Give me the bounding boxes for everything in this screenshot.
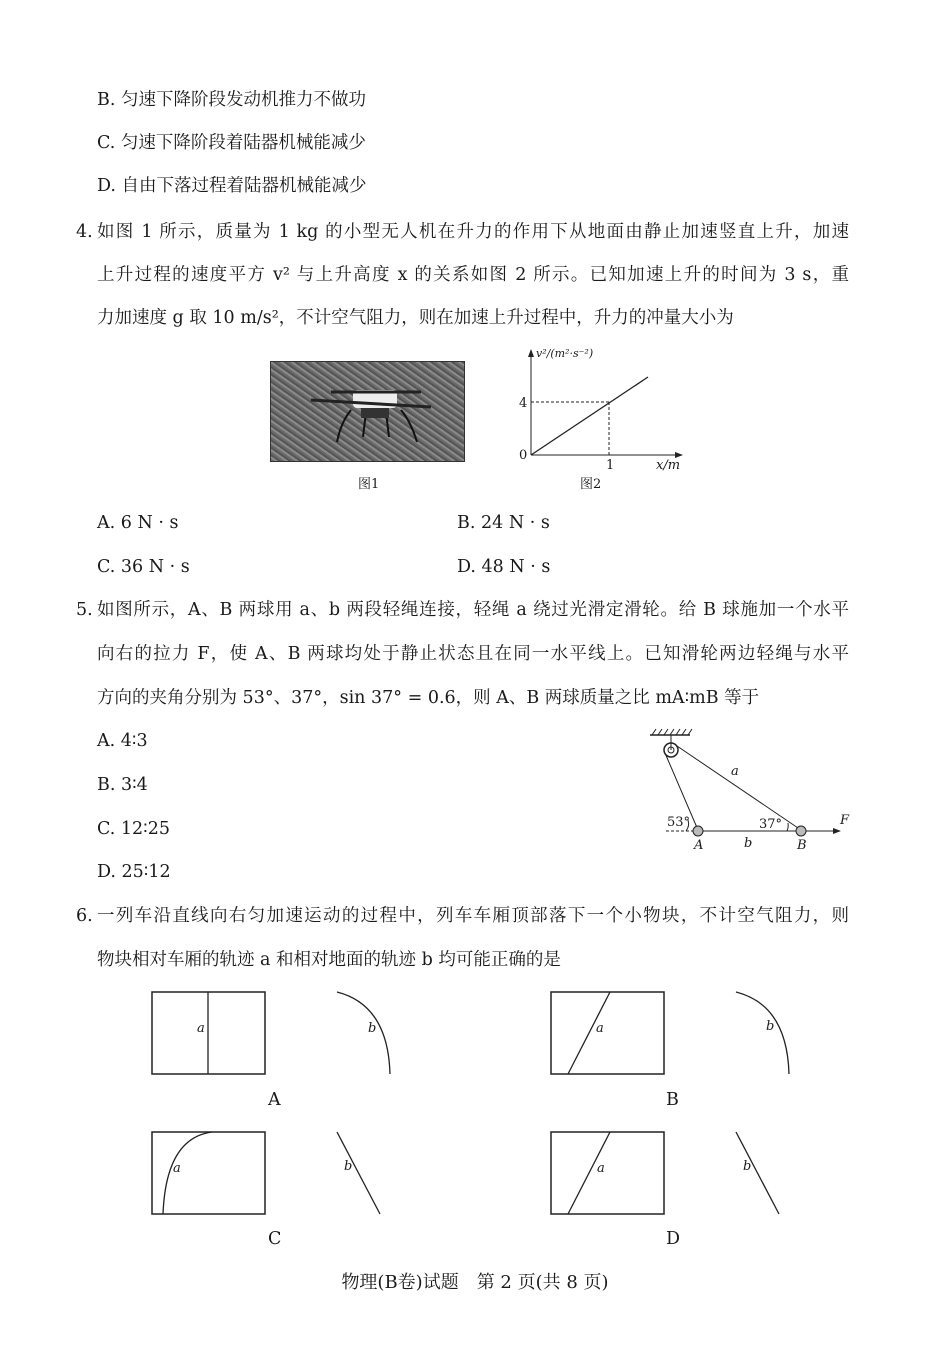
- q4-option-b: B. 24 N · s: [457, 513, 550, 533]
- y-tick-4: 4: [519, 396, 528, 411]
- traj-b-label: b: [766, 1019, 775, 1034]
- q3-option-b: B. 匀速下降阶段发动机推力不做功: [97, 90, 366, 110]
- page-footer: 物理(B卷)试题 第 2 页(共 8 页): [341, 1272, 609, 1293]
- q6-line: 一列车沿直线向右匀加速运动的过程中，列车车厢顶部落下一个小物块，不计空气阻力，则: [97, 906, 849, 926]
- x-tick-1: 1: [606, 458, 615, 473]
- x-axis-label: x/m: [656, 458, 681, 473]
- option-c-figure: [150, 1130, 400, 1220]
- q6-line: 物块相对车厢的轨迹 a 和相对地面的轨迹 b 均可能正确的是: [97, 950, 561, 970]
- traj-b-label: b: [743, 1159, 752, 1174]
- option-b-figure: [549, 990, 799, 1080]
- traj-a-label: a: [597, 1161, 605, 1176]
- q5-line: 如图所示，A、B 两球用 a、b 两段轻绳连接，轻绳 a 绕过光滑定滑轮。给 B 球施加一个水平: [97, 600, 849, 620]
- option-d-figure: [549, 1130, 799, 1220]
- rope-a-label: a: [731, 764, 739, 779]
- drone-photo: [270, 361, 465, 462]
- q5-option-b: B. 3∶4: [97, 775, 148, 795]
- ball-b: [796, 826, 806, 836]
- ball-a-label: A: [694, 838, 704, 853]
- q6-number: 6.: [76, 906, 93, 926]
- fig1-caption: 图1: [358, 477, 380, 492]
- q5-option-a: A. 4∶3: [97, 731, 148, 751]
- v2-x-graph: [500, 345, 700, 475]
- q4-option-a: A. 6 N · s: [97, 513, 179, 533]
- q4-line: 如图 1 所示，质量为 1 kg 的小型无人机在升力的作用下从地面由静止加速竖直上升，加速: [97, 222, 849, 242]
- q6-option-b-label: B: [666, 1090, 679, 1110]
- ball-b-label: B: [797, 838, 807, 853]
- traj-b-label: b: [344, 1159, 353, 1174]
- q5-option-c: C. 12∶25: [97, 819, 170, 839]
- q5-line: 向右的拉力 F，使 A、B 两球均处于静止状态且在同一水平线上。已知滑轮两边轻绳与水平: [97, 644, 849, 664]
- traj-b-label: b: [368, 1021, 377, 1036]
- q6-option-d-label: D: [666, 1229, 681, 1249]
- q4-option-c: C. 36 N · s: [97, 557, 190, 577]
- q3-option-c: C. 匀速下降阶段着陆器机械能减少: [97, 133, 366, 153]
- traj-a-label: a: [197, 1021, 205, 1036]
- q4-line: 上升过程的速度平方 v² 与上升高度 x 的关系如图 2 所示。已知加速上升的时间为 3 s，重: [97, 265, 849, 285]
- traj-a-label: a: [596, 1021, 604, 1036]
- q3-option-d: D. 自由下落过程着陆器机械能减少: [97, 176, 367, 196]
- q5-option-d: D. 25∶12: [97, 862, 171, 882]
- ball-a: [693, 826, 703, 836]
- angle-53-label: 53°: [667, 815, 691, 830]
- q5-number: 5.: [76, 600, 93, 620]
- q4-line: 力加速度 g 取 10 m/s²，不计空气阻力，则在加速上升过程中，升力的冲量大小为: [97, 308, 734, 328]
- fig2-caption: 图2: [580, 477, 602, 492]
- force-f-label: F: [840, 813, 850, 828]
- rope-b-label: b: [744, 836, 753, 851]
- q4-number: 4.: [76, 222, 93, 242]
- y-axis-label: v²/(m²·s⁻²): [536, 347, 594, 360]
- traj-a-label: a: [173, 1161, 181, 1176]
- option-a-figure: [150, 990, 400, 1080]
- q6-option-a-label: A: [268, 1090, 281, 1110]
- origin-label: 0: [519, 448, 528, 463]
- angle-37-label: 37°: [759, 817, 783, 832]
- q6-option-c-label: C: [268, 1229, 282, 1249]
- q4-option-d: D. 48 N · s: [457, 557, 551, 577]
- data-line: [531, 377, 648, 455]
- q5-line: 方向的夹角分别为 53°、37°，sin 37° = 0.6，则 A、B 两球质量之比 mA∶mB 等于: [97, 688, 760, 708]
